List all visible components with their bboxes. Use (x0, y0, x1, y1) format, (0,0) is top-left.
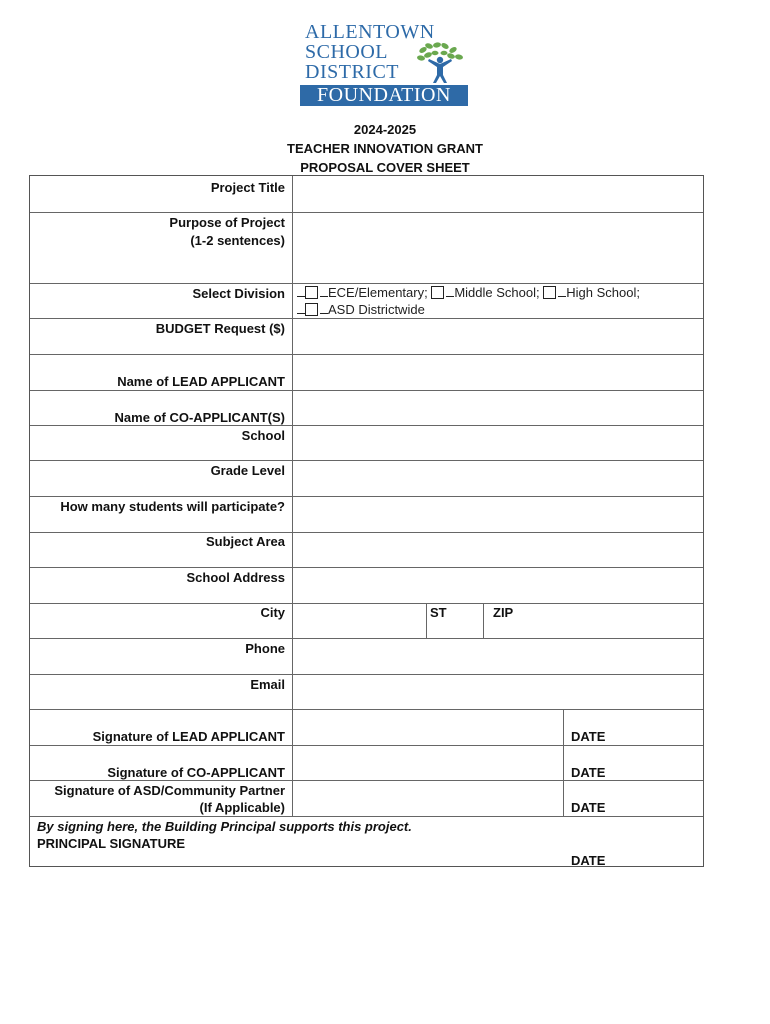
label-date-lead: DATE (571, 729, 606, 744)
label-email: Email (250, 677, 285, 692)
label-date-principal: DATE (571, 853, 606, 868)
division-ece-checkbox[interactable] (305, 286, 318, 299)
division-asd-checkbox[interactable] (305, 303, 318, 316)
label-sig-co: Signature of CO-APPLICANT (107, 765, 285, 780)
division-middle-label: Middle School; (454, 285, 540, 300)
cover-sheet-form (29, 175, 704, 867)
label-subject-area: Subject Area (206, 534, 285, 549)
division-options (297, 284, 640, 318)
label-phone: Phone (245, 641, 285, 656)
division-high-label: High School; (566, 285, 640, 300)
logo-line-3: DISTRICT (305, 61, 399, 83)
label-st: ST (430, 605, 447, 620)
logo-banner: FOUNDATION (300, 85, 468, 106)
label-zip: ZIP (493, 605, 514, 620)
grant-year: 2024-2025 (353, 122, 417, 137)
label-school: School (241, 428, 285, 443)
division-asd-label: ASD Districtwide (328, 302, 425, 317)
principal-note: By signing here, the Building Principal supports this project. (37, 819, 412, 834)
tree-person-icon (415, 40, 465, 84)
label-co-applicant: Name of CO-APPLICANT(S) (114, 410, 285, 425)
label-city: City (260, 605, 285, 620)
label-budget: BUDGET Request ($) (155, 321, 285, 336)
logo-line-2: SCHOOL (305, 41, 389, 63)
label-principal-signature: PRINCIPAL SIGNATURE (37, 836, 186, 851)
division-high-checkbox[interactable] (543, 286, 556, 299)
label-date-partner: DATE (571, 800, 606, 815)
logo-line-1: ALLENTOWN (305, 21, 435, 43)
page-subtitle: PROPOSAL COVER SHEET (300, 160, 470, 175)
label-sig-lead: Signature of LEAD APPLICANT (92, 729, 285, 744)
page-title: TEACHER INNOVATION GRANT (287, 141, 483, 156)
label-students: How many students will participate? (60, 499, 285, 514)
project-title-input[interactable] (293, 176, 703, 212)
label-project-title: Project Title (210, 180, 285, 195)
label-purpose: Purpose of Project (169, 215, 285, 230)
label-sig-partner: Signature of ASD/Community Partner (54, 783, 285, 798)
label-lead-applicant: Name of LEAD APPLICANT (117, 374, 285, 389)
division-middle-checkbox[interactable] (431, 286, 444, 299)
budget-input[interactable] (293, 319, 703, 354)
label-date-co: DATE (571, 765, 606, 780)
label-select-division: Select Division (192, 286, 285, 301)
label-grade-level: Grade Level (210, 463, 285, 478)
label-school-address: School Address (186, 570, 285, 585)
foundation-logo (300, 22, 470, 106)
division-ece-label: ECE/Elementary; (328, 285, 428, 300)
purpose-input[interactable] (293, 213, 703, 283)
label-purpose-hint: (1-2 sentences) (190, 233, 285, 248)
label-sig-partner-hint: (If Applicable) (199, 800, 285, 815)
